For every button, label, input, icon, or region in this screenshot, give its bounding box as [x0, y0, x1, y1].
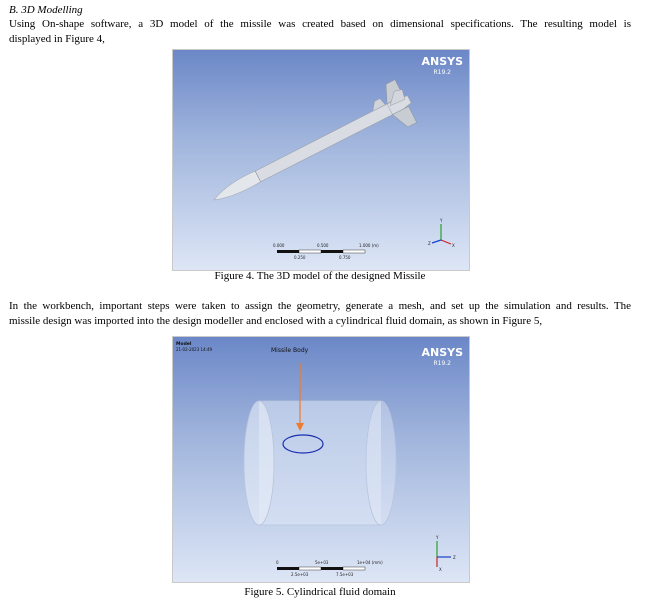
scale-bar: [273, 243, 379, 260]
scale-label: 0.500: [317, 243, 329, 248]
figure-4-viewport: [172, 49, 470, 271]
cylindrical-fluid-domain: [244, 401, 396, 525]
paragraph-1: [9, 17, 631, 47]
fluid-domain: [173, 337, 469, 582]
paragraph-1-line-2: displayed in Figure 4,: [9, 33, 105, 45]
axis-x-label: X: [452, 243, 455, 248]
section-heading: B. 3D Modelling: [9, 4, 83, 16]
scale-label: 1.000 (m): [359, 243, 379, 248]
paragraph-2-line-1: In the workbench, important steps were taken to assign the geometry, generate a mesh, and set up the simulation and results. The: [9, 300, 631, 312]
scale-label: 0.750: [339, 255, 351, 260]
axis-triad: [435, 535, 456, 572]
model-label: Model: [176, 342, 192, 347]
axis-y-label: Y: [436, 535, 439, 540]
scale-label: 7.5e+03: [336, 572, 354, 577]
scale-label: 0: [276, 560, 279, 565]
axis-z-label: Z: [453, 555, 456, 560]
model-date: 21-02-2023 14:49: [176, 347, 213, 352]
ansys-version: R19.2: [433, 69, 451, 76]
paragraph-1-line-1: Using On-shape software, a 3D model of the missile was created based on dimensional specifications. The resulting model is: [9, 18, 631, 30]
figure-5-caption: Figure 5. Cylindrical fluid domain: [244, 586, 396, 598]
missile-body-annotation: Missile Body: [271, 347, 309, 354]
axis-triad: [428, 218, 455, 248]
axis-x-label: X: [439, 567, 442, 572]
scale-bar: [276, 560, 383, 577]
scale-label: 2.5e+03: [291, 572, 309, 577]
scale-label: 0.250: [294, 255, 306, 260]
scale-label: 0.000: [273, 243, 285, 248]
figure-4-caption: Figure 4. The 3D model of the designed Missile: [214, 270, 426, 282]
ansys-version: R19.2: [433, 360, 451, 367]
axis-z-label: Z: [428, 241, 431, 246]
paragraph-2: [9, 299, 631, 329]
ansys-brand: ANSYS: [421, 55, 463, 68]
figure-5-viewport: [172, 336, 470, 583]
missile-model: [173, 50, 469, 270]
missile-body: [202, 78, 420, 221]
scale-label: 5e+03: [315, 560, 329, 565]
scale-label: 1e+04 (mm): [357, 560, 383, 565]
ansys-brand: ANSYS: [421, 346, 463, 359]
axis-y-label: Y: [440, 218, 443, 223]
paragraph-2-line-2: missile design was imported into the design modeller and enclosed with a cylindrical fluid domain, as shown in Figure 5,: [9, 315, 543, 327]
